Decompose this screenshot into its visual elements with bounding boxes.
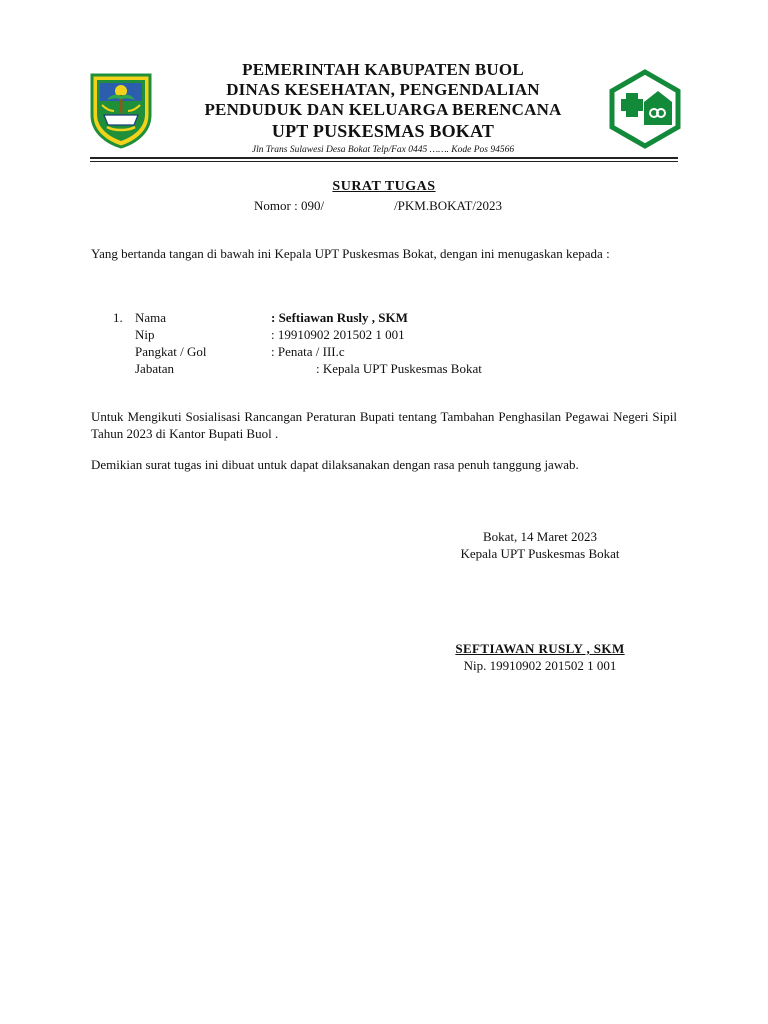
puskesmas-logo-icon <box>608 69 682 149</box>
letterhead-line-4: UPT PUSKESMAS BOKAT <box>271 121 495 141</box>
document-title: SURAT TUGAS <box>332 179 436 194</box>
letterhead <box>160 60 606 157</box>
signatory-name: SEFTIAWAN RUSLY , SKM <box>455 641 625 656</box>
signatory-nip: Nip. 19910902 201502 1 001 <box>463 658 617 673</box>
document-number-prefix: Nomor : 090/ <box>254 198 325 213</box>
signature-block <box>420 528 660 562</box>
purpose-paragraph: Untuk Mengikuti Sosialisasi Rancangan Peraturan Bupati tentang Tambahan Penghasilan Pegawai Negeri Sipil Tahun 2023 di Kantor Bupati Buol . <box>91 409 677 441</box>
detail-label: Nip <box>135 327 155 342</box>
letterhead-address: Jln Trans Sulawesi Desa Bokat Telp/Fax 0445 ……. Kode Pos 94566 <box>251 145 515 155</box>
detail-label: Jabatan <box>135 361 174 376</box>
intro-paragraph: Yang bertanda tangan di bawah ini Kepala UPT Puskesmas Bokat, dengan ini menugaskan kepada : <box>91 246 610 261</box>
letterhead-line-3: PENDUDUK DAN KELUARGA BERENCANA <box>204 100 562 119</box>
detail-row-jabatan <box>0 360 768 377</box>
assignee-details <box>0 309 768 377</box>
letterhead-line-1: PEMERINTAH KABUPATEN BUOL <box>242 60 524 79</box>
detail-value-jabatan: : Kepala UPT Puskesmas Bokat <box>316 361 482 376</box>
letterhead-divider-thin <box>90 161 678 162</box>
kabupaten-buol-emblem-icon <box>88 69 154 149</box>
list-number: 1. <box>113 310 123 325</box>
detail-value-nama: : Seftiawan Rusly , SKM <box>271 310 408 325</box>
document-number <box>254 198 502 214</box>
detail-value-pangkat: : Penata / III.c <box>271 344 345 359</box>
detail-label: Nama <box>135 310 167 325</box>
letterhead-line-2: DINAS KESEHATAN, PENGENDALIAN <box>226 80 540 99</box>
detail-row-pangkat <box>0 343 768 360</box>
closing-paragraph: Demikian surat tugas ini dibuat untuk dapat dilaksanakan dengan rasa penuh tanggung jawab. <box>91 457 579 472</box>
signature-place-date: Bokat, 14 Maret 2023 <box>482 529 598 544</box>
signature-position: Kepala UPT Puskesmas Bokat <box>460 546 620 561</box>
detail-value-nip: : 19910902 201502 1 001 <box>271 327 405 342</box>
detail-row-nip <box>0 326 768 343</box>
detail-label: Pangkat / Gol <box>135 344 207 359</box>
letterhead-divider-thick <box>90 157 678 159</box>
detail-row-nama <box>0 309 768 326</box>
document-number-suffix: /PKM.BOKAT/2023 <box>394 198 503 213</box>
